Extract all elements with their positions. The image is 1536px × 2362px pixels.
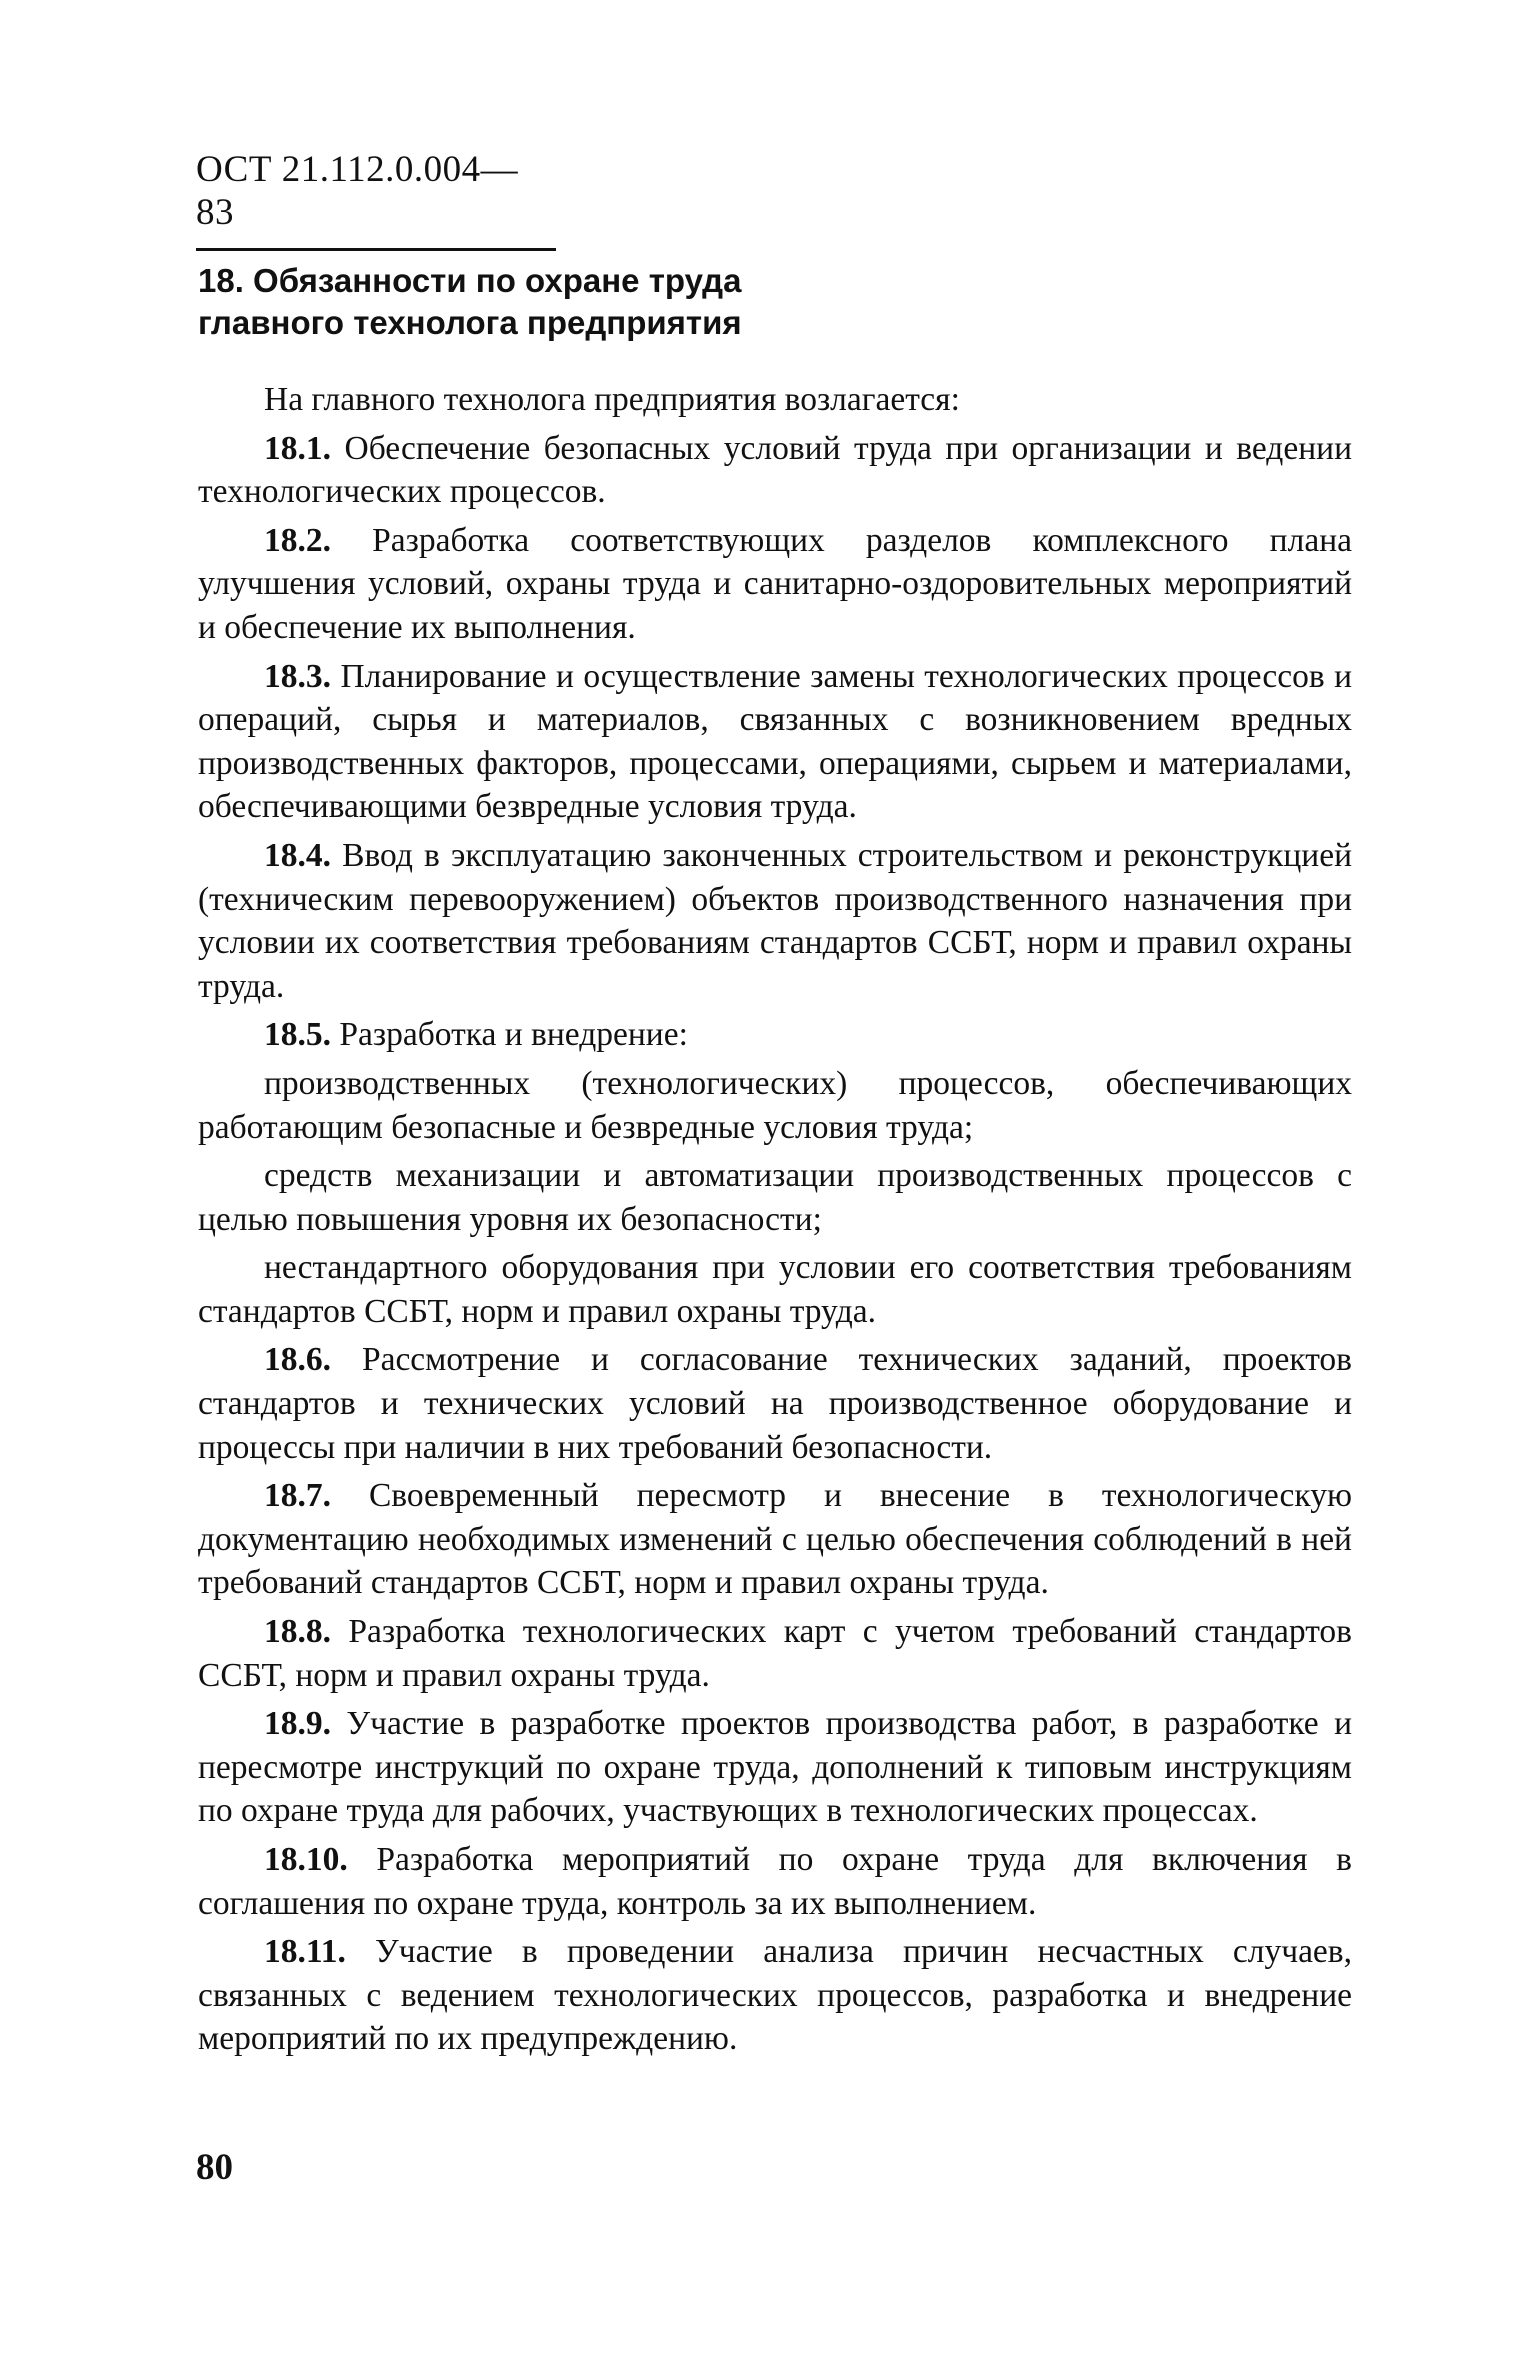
item-number: 18.5.	[264, 1016, 331, 1054]
item-text: Рассмотрение и согласование технических заданий, проектов стандартов и технических условий на производственное оборудование и процессы при наличии в них требований безопасности.	[198, 1341, 1352, 1466]
item-text: Ввод в эксплуатацию законченных строительством и реконструкцией (техническим перевооружением) объектов производственного назначения при условии их соответствия требованиям стандартов ССБТ, норм и правил охраны труда.	[198, 836, 1353, 1005]
item-text: Обеспечение безопасных условий труда при организации и ведении технологических процессов.	[198, 429, 1353, 511]
item-number: 18.3.	[264, 657, 331, 695]
item-number: 18.9.	[264, 1705, 331, 1743]
item-number: 18.1.	[264, 429, 331, 467]
item-18-4	[198, 834, 1352, 1008]
section-title-line-1: 18. Обязанности по охране труда	[198, 262, 742, 299]
item-text: Своевременный пересмотр и внесение в технологическую документацию необходимых изменений с целью обеспечения соблюдений в ней требований стандартов ССБТ, норм и правил охраны труда.	[198, 1477, 1353, 1602]
item-text: Разработка технологических карт с учетом требований стандартов ССБТ, норм и правил охраны труда.	[198, 1613, 1352, 1694]
item-text: Разработка соответствующих разделов комплексного плана улучшения условий, охраны труда и санитарно-оздоровительных мероприятий и обеспечение их выполнения.	[198, 521, 1352, 646]
item-18-2	[198, 519, 1352, 650]
item-18-9	[198, 1702, 1352, 1833]
item-18-6	[198, 1338, 1352, 1469]
subitem-mechanization: средств механизации и автоматизации производственных процессов с целью повышения уровня их безопасности;	[198, 1157, 1352, 1238]
subitem-equipment: нестандартного оборудования при условии его соответствия требованиям стандартов ССБТ, норм и правил охраны труда.	[198, 1249, 1352, 1330]
subitem-processes: производственных (технологических) процессов, обеспечивающих работающим безопасные и безвредные условия труда;	[198, 1064, 1352, 1146]
item-text: Разработка мероприятий по охране труда для включения в соглашения по охране труда, контроль за их выполнением.	[198, 1841, 1352, 1922]
item-18-7	[198, 1474, 1352, 1605]
item-text: Разработка и внедрение:	[339, 1016, 688, 1054]
document-body	[198, 378, 1352, 2066]
item-18-8	[198, 1610, 1352, 1697]
item-number: 18.8.	[264, 1613, 331, 1651]
item-18-10	[198, 1838, 1352, 1925]
item-text: Участие в проведении анализа причин несчастных случаев, связанных с ведением технологических процессов, разработка и внедрение мероприятий по их предупреждению.	[198, 1933, 1352, 2058]
item-text: Участие в разработке проектов производства работ, в разработке и пересмотре инструкций по охране труда, дополнений к типовым инструкциям по охране труда для рабочих, участвующих в технологических процессах.	[198, 1705, 1352, 1830]
intro-paragraph: На главного технолога предприятия возлагается:	[264, 381, 960, 418]
item-number: 18.10.	[264, 1841, 348, 1878]
document-code-header: ОСТ 21.112.0.004—83	[196, 148, 556, 251]
item-18-1	[198, 427, 1352, 514]
section-title	[198, 260, 1098, 344]
item-18-3	[198, 655, 1352, 829]
page-number: 80	[196, 2147, 233, 2188]
item-number: 18.6.	[264, 1341, 331, 1379]
item-number: 18.4.	[264, 836, 331, 874]
item-18-5	[198, 1013, 1352, 1057]
item-number: 18.7.	[264, 1477, 331, 1515]
item-text: Планирование и осуществление замены технологических процессов и операций, сырья и материалов, связанных с возникновением вредных производственных факторов, процессами, операциями, сырьем и материалами, обеспечивающими безвредные условия труда.	[198, 657, 1352, 826]
item-number: 18.2.	[264, 521, 331, 559]
item-number: 18.11.	[264, 1933, 346, 1971]
section-title-line-2: главного технолога предприятия	[198, 304, 742, 341]
item-18-11	[198, 1930, 1352, 2061]
